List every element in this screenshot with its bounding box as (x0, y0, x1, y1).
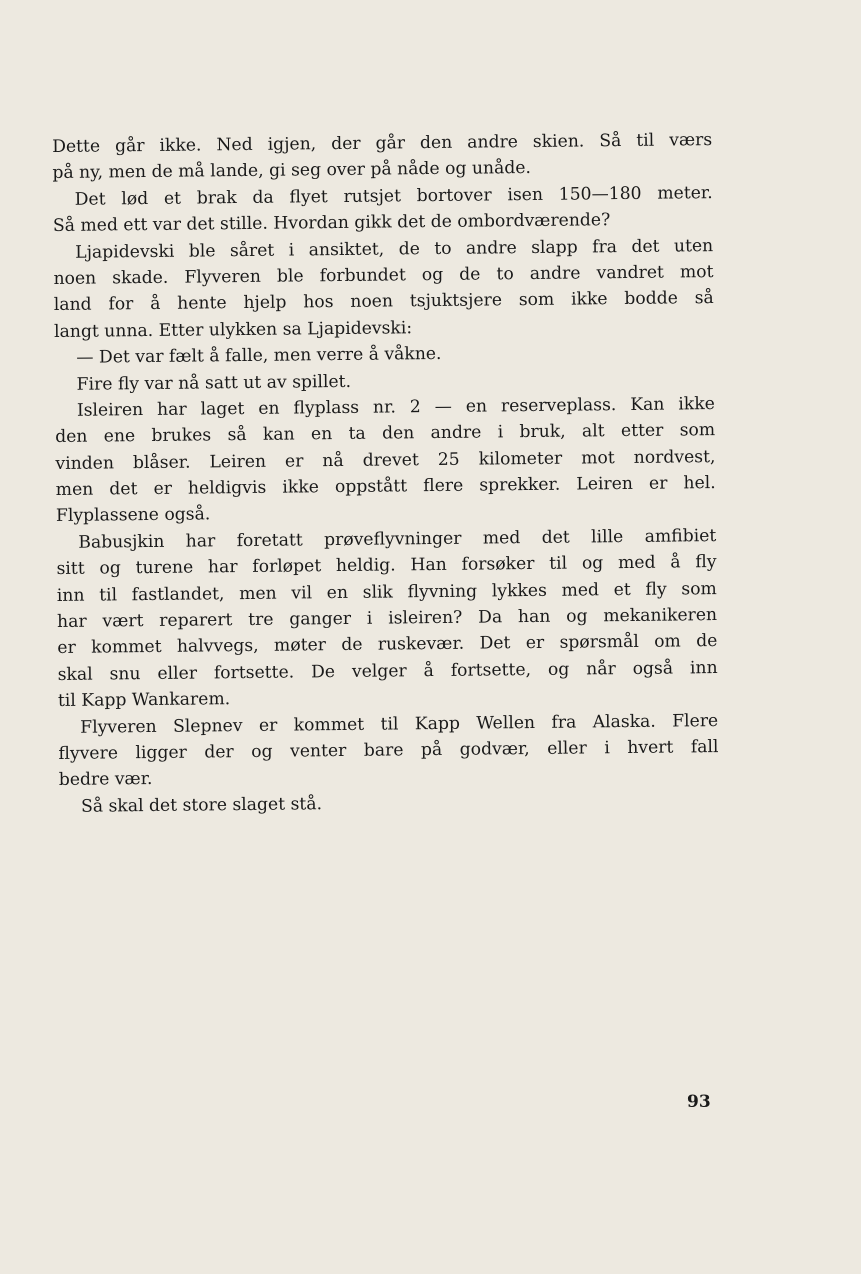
text-line: Flyveren Slepnev er kommet til Kapp Wellen fra Alaska. Flere (80, 710, 719, 738)
text-line: Isleiren har laget en flyplass nr. 2 — en reserveplass. Kan ikke (76, 393, 715, 421)
text-line: har vært reparert tre ganger i isleiren? Da han og mekanikeren (57, 605, 718, 633)
text-line: Flyplassene også. (55, 504, 211, 527)
text-line: vinden blåser. Leiren er nå drevet 25 kilometer mot nordvest, (55, 446, 716, 474)
text-line: Dette går ikke. Ned igjen, der går den andre skien. Så til værs (52, 130, 713, 157)
text-line: noen skade. Flyveren ble forbundet og de to andre vandret mot (53, 262, 714, 289)
text-line: men det er heldigvis ikke oppstått flere sprekker. Leiren er hel. (55, 473, 716, 501)
text-line: — Det var fælt å falle, men verre å våkne. (76, 344, 442, 368)
text-line: sitt og turene har forløpet heldig. Han forsøker til og med å fly (56, 552, 717, 580)
text-line: Fire fly var nå satt ut av spillet. (76, 371, 352, 395)
text-line: den ene brukes så kan en ta den andre i bruk, alt etter som (55, 420, 716, 448)
text-line: inn til fastlandet, men vil en slik flyvning lykkes med et fly som (56, 578, 717, 606)
text-line: til Kapp Wankarem. (57, 689, 231, 712)
text-line: på ny, men de må lande, gi seg over på nåde og unåde. (52, 158, 532, 184)
text-line: Så med ett var det stille. Hvordan gikk det de ombordværende? (52, 210, 611, 237)
body-text (52, 127, 719, 820)
text-line: Ljapidevski ble såret i ansiktet, de to andre slapp fra det uten (75, 235, 714, 263)
text-line: flyvere ligger der og venter bare på godvær, eller i hvert fall (58, 737, 719, 764)
text-line: langt unna. Etter ulykken sa Ljapidevski: (53, 317, 413, 342)
text-line: land for å hente hjelp hos noen tsjuktsjere som ikke bodde så (53, 288, 714, 316)
text-line: er kommet halvvegs, møter de ruskevær. Det er spørsmål om de (57, 631, 718, 659)
text-line: Så skal det store slaget stå. (80, 793, 323, 817)
page-number: 93 (687, 1092, 711, 1112)
text-line: bedre vær. (58, 769, 153, 791)
text-line: Det lød et brak da flyet rutsjet bortover isen 150—180 meter. (74, 182, 713, 210)
text-line: Babusjkin har foretatt prøveflyvninger med det lille amfibiet (78, 525, 717, 553)
text-line: skal snu eller fortsette. De velger å fortsette, og når også inn (57, 657, 718, 685)
